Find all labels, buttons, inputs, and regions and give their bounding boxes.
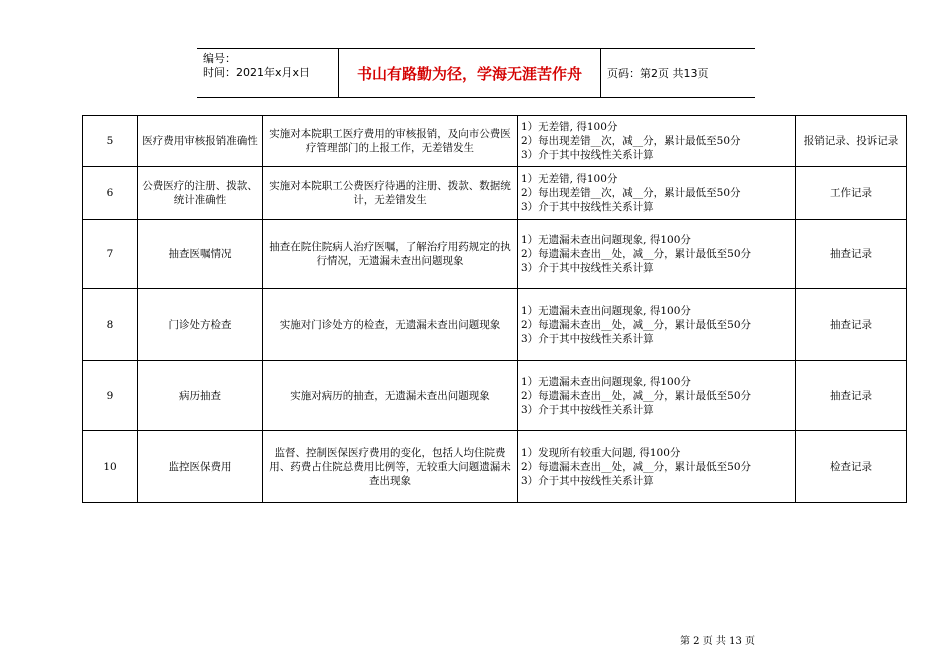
row-description: 实施对本院职工医疗费用的审核报销，及向市公费医疗管理部门的上报工作，无差错发生 [263, 116, 518, 167]
row-number: 9 [83, 361, 138, 431]
row-number: 8 [83, 289, 138, 361]
rule-line: 2）每遗漏未查出__处，减__分，累计最低至50分 [521, 460, 752, 473]
row-rules [518, 220, 796, 289]
row-item: 门诊处方检查 [138, 289, 263, 361]
row-record: 报销记录、投诉记录 [796, 116, 907, 167]
rule-line: 2）每出现差错__次，减__分，累计最低至50分 [521, 135, 741, 147]
table-row [83, 220, 907, 289]
header-meta [197, 49, 339, 97]
row-description: 实施对病历的抽查，无遗漏未查出问题现象 [263, 361, 518, 431]
row-record: 抽查记录 [796, 361, 907, 431]
row-number: 6 [83, 167, 138, 220]
rule-line: 2）每出现差错__次，减__分，累计最低至50分 [521, 187, 741, 199]
row-description: 抽查在院住院病人治疗医嘱，了解治疗用药规定的执行情况，无遗漏未查出问题现象 [263, 220, 518, 289]
row-number: 10 [83, 431, 138, 503]
rule-line: 3）介于其中按线性关系计算 [521, 474, 654, 487]
row-description: 实施对本院职工公费医疗待遇的注册、拨款、数据统计，无差错发生 [263, 167, 518, 220]
assessment-table [82, 115, 907, 503]
row-record: 抽查记录 [796, 289, 907, 361]
row-description: 监督、控制医保医疗费用的变化，包括人均住院费用、药费占住院总费用比例等，无较重大问题遗漏未查出现象 [263, 431, 518, 503]
row-record: 工作记录 [796, 167, 907, 220]
row-item: 病历抽查 [138, 361, 263, 431]
table-row [83, 116, 907, 167]
header-page-label: 页码：第2页 共13页 [607, 67, 709, 80]
rule-line: 1）无遗漏未查出问题现象, 得100分 [521, 375, 691, 388]
row-rules [518, 289, 796, 361]
rule-line: 2）每遗漏未查出__处，减__分，累计最低至50分 [521, 318, 752, 331]
row-number: 7 [83, 220, 138, 289]
row-description: 实施对门诊处方的检查，无遗漏未查出问题现象 [263, 289, 518, 361]
row-rules [518, 116, 796, 167]
row-number: 5 [83, 116, 138, 167]
rule-line: 3）介于其中按线性关系计算 [521, 332, 654, 345]
table-row [83, 289, 907, 361]
row-record: 抽查记录 [796, 220, 907, 289]
table-row [83, 431, 907, 503]
row-rules [518, 167, 796, 220]
table-row [83, 167, 907, 220]
rule-line: 3）介于其中按线性关系计算 [521, 149, 654, 161]
row-rules [518, 361, 796, 431]
number-label: 编号： [203, 52, 236, 65]
date-label: 时间：2021年x月x日 [203, 66, 311, 79]
row-item: 监控医保费用 [138, 431, 263, 503]
rule-line: 1）无遗漏未查出问题现象, 得100分 [521, 234, 691, 246]
rule-line: 3）介于其中按线性关系计算 [521, 403, 654, 416]
row-item: 抽查医嘱情况 [138, 220, 263, 289]
page-header [197, 48, 755, 98]
page-footer: 第 2 页 共 13 页 [680, 636, 755, 647]
rule-line: 1）发现所有较重大问题, 得100分 [521, 446, 681, 459]
rule-line: 2）每遗漏未查出__处，减__分，累计最低至50分 [521, 248, 752, 260]
row-item: 医疗费用审核报销准确性 [138, 116, 263, 167]
rule-line: 3）介于其中按线性关系计算 [521, 262, 654, 274]
row-rules [518, 431, 796, 503]
rule-line: 1）无遗漏未查出问题现象, 得100分 [521, 304, 691, 317]
rule-line: 1）无差错, 得100分 [521, 121, 618, 133]
rule-line: 3）介于其中按线性关系计算 [521, 201, 654, 213]
header-slogan: 书山有路勤为径，学海无涯苦作舟 [339, 49, 601, 97]
table-row [83, 361, 907, 431]
row-record: 检查记录 [796, 431, 907, 503]
row-item: 公费医疗的注册、拨款、统计准确性 [138, 167, 263, 220]
rule-line: 1）无差错, 得100分 [521, 173, 618, 185]
rule-line: 2）每遗漏未查出__处，减__分，累计最低至50分 [521, 389, 752, 402]
